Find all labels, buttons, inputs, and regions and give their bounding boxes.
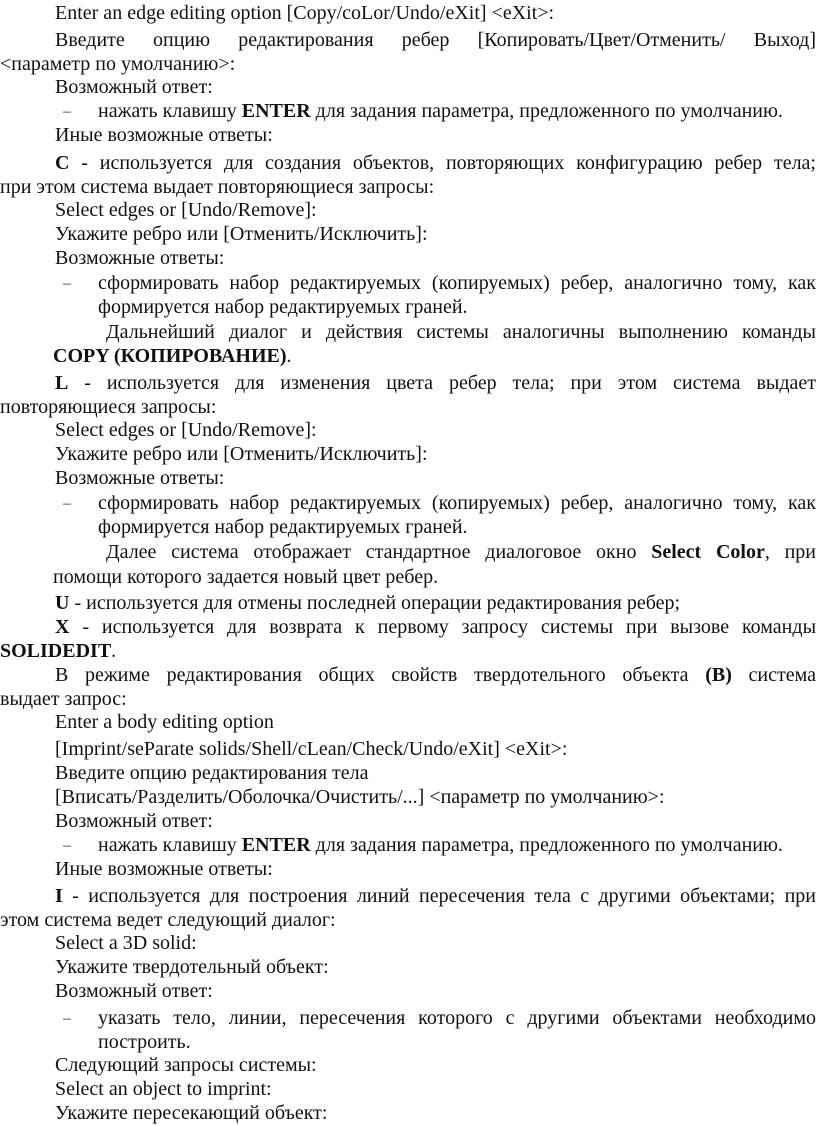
text: Далее система отображает стандартное диалоговое окно bbox=[106, 541, 652, 563]
bullet-dash: – bbox=[63, 495, 71, 512]
option-letter: I bbox=[55, 885, 63, 907]
prompt-body-option-ru-list: [Вписать/Разделить/Оболочка/Очистить/...] <параметр по умолчанию>: bbox=[55, 786, 665, 808]
text: нажать клавишу bbox=[98, 100, 242, 122]
option-letter: C bbox=[55, 152, 70, 174]
text: . bbox=[111, 640, 117, 662]
prompt-select-solid-ru: Укажите твердотельный объект: bbox=[55, 956, 329, 978]
option-l-desc bbox=[0, 372, 816, 395]
key-enter: ENTER bbox=[241, 100, 311, 122]
text: - используется для построения линий пересечения тела с другими объектами; при bbox=[62, 885, 816, 907]
text: сформировать набор редактируемых (копируемых) ребер, аналогично тому, как bbox=[98, 492, 816, 514]
prompt-edge-option-en: Enter an edge editing option [Copy/coLor/Undo/eXit] <eXit>: bbox=[55, 2, 555, 24]
option-c-desc bbox=[0, 152, 816, 175]
text: сформировать набор редактируемых (копируемых) ребер, аналогично тому, как bbox=[98, 272, 816, 294]
bullet-press-enter-2 bbox=[0, 834, 816, 857]
text: - используется для изменения цвета ребер тела; при этом система выдает bbox=[68, 372, 816, 394]
label-next-prompts: Следующий запросы системы: bbox=[55, 1054, 317, 1076]
bullet-dash: – bbox=[63, 1010, 71, 1027]
option-i-desc-cont: этом система ведет следующий диалог: bbox=[0, 909, 336, 931]
text: система bbox=[731, 664, 816, 686]
text: для задания параметра, предложенного по умолчанию. bbox=[310, 100, 783, 122]
label-possible-answers: Возможные ответы: bbox=[55, 247, 225, 269]
command-copy bbox=[0, 345, 816, 368]
prompt-edge-option-ru: Введите опцию редактирования ребер [Копировать/Цвет/Отменить/ Выход] bbox=[55, 29, 816, 51]
command-solidedit bbox=[0, 640, 816, 663]
option-i-desc bbox=[0, 885, 816, 908]
bullet-form-edge-set-2 bbox=[0, 492, 816, 515]
prompt-select-edges-ru-2: Укажите ребро или [Отменить/Исключить]: bbox=[55, 443, 428, 465]
command-name: COPY (КОПИРОВАНИЕ) bbox=[53, 345, 287, 367]
option-letter: X bbox=[55, 616, 70, 638]
prompt-body-option-en-list: [Imprint/seParate solids/Shell/cLean/Check/Undo/eXit] <eXit>: bbox=[55, 738, 568, 760]
prompt-select-edges-en-2: Select edges or [Undo/Remove]: bbox=[55, 419, 317, 441]
option-letter: U bbox=[55, 592, 70, 614]
bullet-dash: – bbox=[63, 837, 71, 854]
label-other-answers: Иные возможные ответы: bbox=[55, 124, 273, 146]
prompt-select-solid-en: Select a 3D solid: bbox=[55, 932, 197, 954]
label-other-answers-2: Иные возможные ответы: bbox=[55, 858, 273, 880]
label-possible-answer: Возможный ответ: bbox=[55, 76, 213, 98]
bullet-dash: – bbox=[63, 103, 71, 120]
bullet-press-enter bbox=[0, 100, 816, 123]
prompt-select-edges-ru: Укажите ребро или [Отменить/Исключить]: bbox=[55, 223, 428, 245]
bullet-form-edge-set bbox=[0, 272, 816, 295]
text: В режиме редактирования общих свойств твердотельного объекта bbox=[55, 664, 706, 686]
bullet-dash: – bbox=[63, 275, 71, 292]
label-possible-answer-2: Возможный ответ: bbox=[55, 810, 213, 832]
text: , при bbox=[764, 541, 816, 563]
note-select-color-cont: помощи которого задается новый цвет ребер. bbox=[53, 566, 439, 588]
text: для задания параметра, предложенного по умолчанию. bbox=[310, 834, 783, 856]
text: . bbox=[286, 345, 292, 367]
note-select-color bbox=[0, 541, 816, 564]
mode-letter: (B) bbox=[705, 664, 732, 686]
text: указать тело, линии, пересечения которого с другими объектами необходимо bbox=[98, 1007, 816, 1029]
dialog-name: Select Color bbox=[651, 541, 765, 563]
prompt-select-edges-en: Select edges or [Undo/Remove]: bbox=[55, 199, 317, 221]
option-x-desc bbox=[0, 616, 816, 639]
text: нажать клавишу bbox=[98, 834, 242, 856]
bullet-specify-body bbox=[0, 1007, 816, 1030]
note-copy-dialog: Дальнейший диалог и действия системы аналогичны выполнению команды bbox=[106, 321, 816, 343]
bullet-specify-body-cont: построить. bbox=[98, 1031, 191, 1053]
label-possible-answer-3: Возможный ответ: bbox=[55, 980, 213, 1002]
label-possible-answers-2: Возможные ответы: bbox=[55, 467, 225, 489]
body-mode-intro bbox=[0, 664, 816, 687]
option-u-desc bbox=[0, 592, 816, 615]
bullet-form-edge-set-2-cont: формируется набор редактируемых граней. bbox=[98, 516, 468, 538]
prompt-body-option-ru: Введите опцию редактирования тела bbox=[55, 762, 369, 784]
text: - используется для создания объектов, повторяющих конфигурацию ребер тела; bbox=[69, 152, 816, 174]
option-l-desc-cont: повторяющиеся запросы: bbox=[0, 396, 217, 418]
bullet-form-edge-set-cont: формируется набор редактируемых граней. bbox=[98, 296, 468, 318]
key-enter: ENTER bbox=[241, 834, 311, 856]
text: - используется для отмены последней операции редактирования ребер; bbox=[69, 592, 681, 614]
command-name: SOLIDEDIT bbox=[0, 640, 112, 662]
prompt-imprint-en: Select an object to imprint: bbox=[55, 1078, 272, 1100]
prompt-default-param: <параметр по умолчанию>: bbox=[0, 53, 236, 75]
prompt-body-option-en: Enter a body editing option bbox=[55, 711, 274, 733]
option-c-desc-cont: при этом система выдает повторяющиеся запросы: bbox=[0, 176, 435, 198]
option-letter: L bbox=[55, 372, 69, 394]
body-mode-intro-cont: выдает запрос: bbox=[0, 688, 127, 710]
prompt-imprint-ru: Укажите пересекающий объект: bbox=[55, 1102, 328, 1124]
text: - используется для возврата к первому запросу системы при вызове команды bbox=[69, 616, 816, 638]
